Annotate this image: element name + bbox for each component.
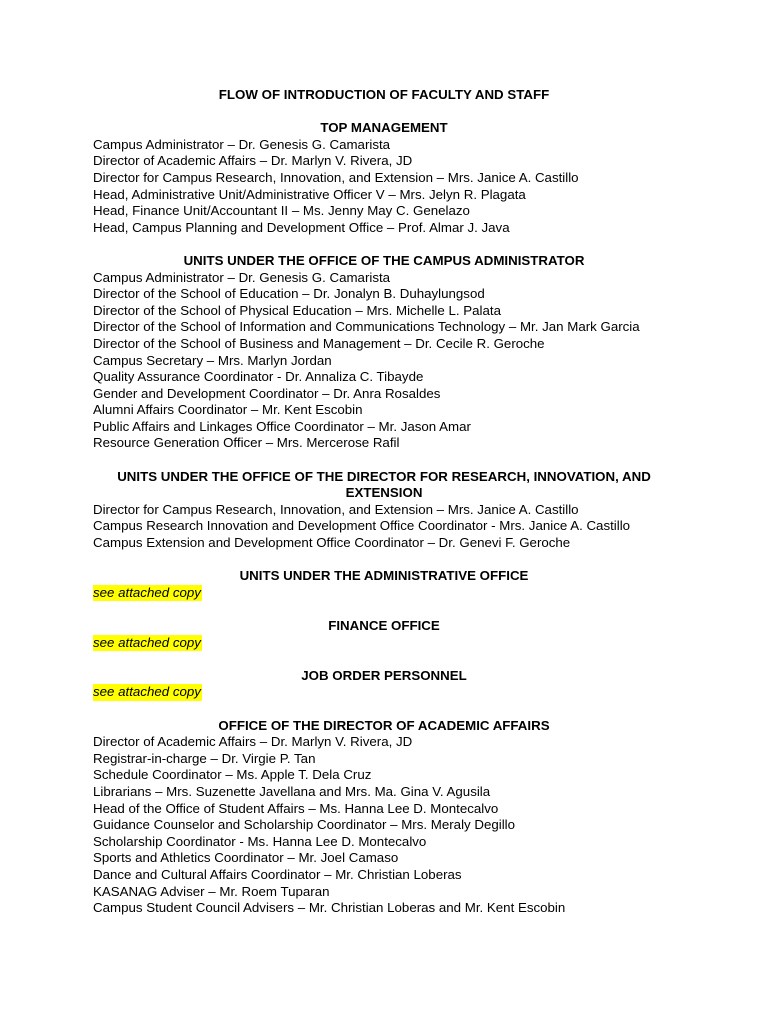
staff-entry: Alumni Affairs Coordinator – Mr. Kent Escobin (93, 402, 363, 418)
note-row (93, 635, 675, 652)
document-body (93, 87, 675, 917)
staff-entry: Campus Research Innovation and Development Office Coordinator - Mrs. Janice A. Castillo (93, 518, 631, 534)
staff-entry: Schedule Coordinator – Ms. Apple T. Dela Cruz (93, 767, 372, 783)
staff-entry: Campus Extension and Development Office Coordinator – Dr. Genevi F. Geroche (93, 535, 571, 551)
staff-entry: Scholarship Coordinator - Ms. Hanna Lee D. Montecalvo (93, 833, 427, 849)
staff-entry: Head, Campus Planning and Development Office – Prof. Almar J. Java (93, 219, 510, 235)
section-heading: UNITS UNDER THE ADMINISTRATIVE OFFICE (239, 568, 529, 584)
staff-entry: KASANAG Adviser – Mr. Roem Tuparan (93, 883, 330, 899)
staff-entry: Head of the Office of Student Affairs – Ms. Hanna Lee D. Montecalvo (93, 800, 499, 816)
staff-entry: Public Affairs and Linkages Office Coordinator – Mr. Jason Amar (93, 418, 471, 434)
highlighted-note: see attached copy (93, 684, 201, 700)
staff-entry: Director of Academic Affairs – Dr. Marlyn V. Rivera, JD (93, 153, 413, 169)
staff-entry: Sports and Athletics Coordinator – Mr. Joel Camaso (93, 850, 399, 866)
staff-entry: Campus Administrator – Dr. Genesis G. Camarista (93, 269, 391, 285)
section-heading: UNITS UNDER THE OFFICE OF THE CAMPUS ADMINISTRATOR (183, 252, 585, 268)
staff-entry: Director for Campus Research, Innovation, and Extension – Mrs. Janice A. Castillo (93, 501, 579, 517)
staff-entry: Registrar-in-charge – Dr. Virgie P. Tan (93, 750, 316, 766)
highlighted-note: see attached copy (93, 584, 201, 600)
staff-entry: Librarians – Mrs. Suzenette Javellana and Mrs. Ma. Gina V. Agusila (93, 783, 491, 799)
staff-entry: Quality Assurance Coordinator - Dr. Annaliza C. Tibayde (93, 369, 424, 385)
note-row (93, 585, 675, 602)
staff-entry: Gender and Development Coordinator – Dr. Anra Rosaldes (93, 385, 441, 401)
staff-entry: Resource Generation Officer – Mrs. Mercerose Rafil (93, 435, 400, 451)
staff-entry: Director for Campus Research, Innovation, and Extension – Mrs. Janice A. Castillo (93, 169, 579, 185)
section-heading: JOB ORDER PERSONNEL (301, 667, 467, 683)
highlighted-note: see attached copy (93, 634, 201, 650)
staff-entry: Head, Finance Unit/Accountant II – Ms. Jenny May C. Genelazo (93, 203, 470, 219)
section-heading: FINANCE OFFICE (328, 618, 440, 633)
staff-entry: Dance and Cultural Affairs Coordinator – Mr. Christian Loberas (93, 866, 462, 882)
staff-entry: Director of the School of Business and Management – Dr. Cecile R. Geroche (93, 335, 545, 351)
staff-entry: Campus Student Council Advisers – Mr. Christian Loberas and Mr. Kent Escobin (93, 900, 566, 916)
section-heading: OFFICE OF THE DIRECTOR OF ACADEMIC AFFAIRS (218, 717, 550, 733)
staff-entry: Director of the School of Information and Communications Technology – Mr. Jan Mark Garcia (93, 319, 640, 335)
staff-entry: Director of Academic Affairs – Dr. Marlyn V. Rivera, JD (93, 734, 413, 750)
staff-entry: Director of the School of Education – Dr. Jonalyn B. Duhaylungsod (93, 286, 485, 302)
staff-entry: Campus Administrator – Dr. Genesis G. Camarista (93, 136, 391, 152)
section-heading: TOP MANAGEMENT (320, 120, 448, 136)
staff-entry: Guidance Counselor and Scholarship Coordinator – Mrs. Meraly Degillo (93, 817, 516, 833)
staff-entry: Campus Secretary – Mrs. Marlyn Jordan (93, 352, 332, 368)
staff-entry: Director of the School of Physical Education – Mrs. Michelle L. Palata (93, 302, 501, 318)
document-title: FLOW OF INTRODUCTION OF FACULTY AND STAFF (218, 87, 550, 102)
staff-entry: Head, Administrative Unit/Administrative Officer V – Mrs. Jelyn R. Plagata (93, 186, 526, 202)
section-heading: UNITS UNDER THE OFFICE OF THE DIRECTOR FOR RESEARCH, INNOVATION, AND EXTENSION (117, 468, 651, 501)
sections-container (93, 120, 675, 917)
note-row (93, 684, 675, 701)
